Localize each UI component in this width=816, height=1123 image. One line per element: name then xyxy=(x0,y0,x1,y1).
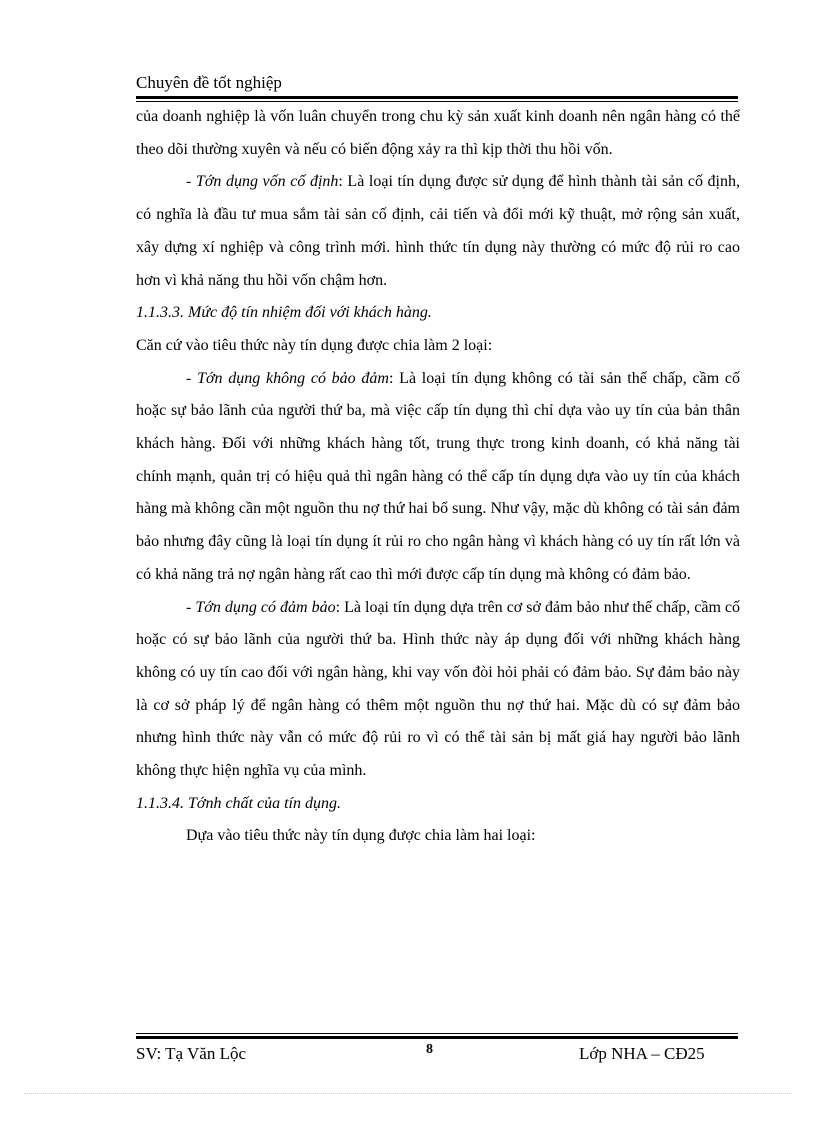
footer-page-number: 8 xyxy=(426,1042,433,1057)
bullet-dash: - xyxy=(186,369,198,387)
definition-text: : Là loại tín dụng dựa trên cơ sở đảm bảo như thế chấp, cầm cố hoặc có sự bảo lãnh của người thứ ba. Hình thức này áp dụng đối với những khách hàng không có uy tín cao đối với ngân hàng, khi vay vốn đòi hỏi phải có đảm bảo. Sự đảm bảo này là cơ sở pháp lý để ngân hàng có thêm một nguồn thu nợ thứ hai. Mặc dù có sự đảm bảo nhưng hình thức này vẫn có mức độ rủi ro vì có thể tài sản bị mất giá hay người bảo lãnh không thực hiện nghĩa vụ của mình. xyxy=(136,598,741,780)
footer-student-name: SV: Tạ Văn Lộc xyxy=(136,1044,247,1063)
definition-text: : Là loại tín dụng không có tài sản thế chấp, cầm cố hoặc sự bảo lãnh của người thứ ba, mà việc cấp tín dụng thì chỉ dựa vào uy tín của bản thân khách hàng. Đối với những khách hàng tốt, trung thực trong kinh doanh, có khả năng tài chính mạnh, quản trị có hiệu quả thì ngân hàng có thể cấp tín dụng dựa vào uy tín của khách hàng mà không cần một nguồn thu nợ thứ hai bổ sung. Như vậy, mặc dù không có tài sản đảm bảo nhưng đây cũng là loại tín dụng ít rủi ro cho ngân hàng vì khách hàng có uy tín rất lớn và có khả năng trả nợ ngân hàng rất cao thì mới được cấp tín dụng mà không có đảm bảo. xyxy=(136,369,741,583)
term-secured-credit: Tớn dụng có đảm bảo xyxy=(195,598,336,616)
bullet-dash: - xyxy=(186,598,196,616)
running-header-title: Chuyên đề tốt nghiệp xyxy=(136,73,282,92)
footer-class-name: Lớp NHA – CĐ25 xyxy=(579,1044,705,1063)
term-fixed-capital-credit: Tớn dụng vốn cố định xyxy=(195,173,339,191)
header-rule-thick xyxy=(136,96,738,99)
paragraph-criteria-intro: Căn cứ vào tiêu thức này tín dụng được chia làm 2 loại: xyxy=(136,336,493,354)
section-heading-1-1-3-3: 1.1.3.3. Mức độ tín nhiệm đối với khách hàng. xyxy=(136,304,432,322)
definition-text: : Là loại tín dụng được sử dụng để hình thành tài sản cố định, có nghĩa là đầu tư mua sắm tài sản cố định, cải tiến và đổi mới kỹ thuật, mở rộng sản xuất, xây dựng xí nghiệp và công trình mới. hình thức tín dụng này thường có mức độ rủi ro cao hơn vì khả năng thu hồi vốn chậm hơn. xyxy=(136,173,740,289)
bullet-dash: - xyxy=(186,173,196,191)
paragraph-fixed-capital-credit xyxy=(136,166,740,297)
page-bottom-dotted-edge xyxy=(24,1093,792,1094)
paragraph-secured-credit xyxy=(136,592,740,788)
section-heading-1-1-3-4: 1.1.3.4. Tớnh chất của tín dụng. xyxy=(136,794,341,812)
paragraph-continuation: của doanh nghiệp là vốn luân chuyển trong chu kỳ sản xuất kinh doanh nên ngân hàng có thể theo dõi thường xuyên và nếu có biến động xảy ra thì kịp thời thu hồi vốn. xyxy=(136,108,740,158)
footer-rule-thick xyxy=(136,1036,738,1039)
page-body xyxy=(136,101,740,853)
footer-rule-thin xyxy=(136,1033,738,1034)
paragraph-unsecured-credit xyxy=(136,363,740,592)
paragraph-nature-intro: Dựa vào tiêu thức này tín dụng được chia làm hai loại: xyxy=(186,827,536,845)
term-unsecured-credit: Tớn dụng không có bảo đảm xyxy=(197,369,389,387)
